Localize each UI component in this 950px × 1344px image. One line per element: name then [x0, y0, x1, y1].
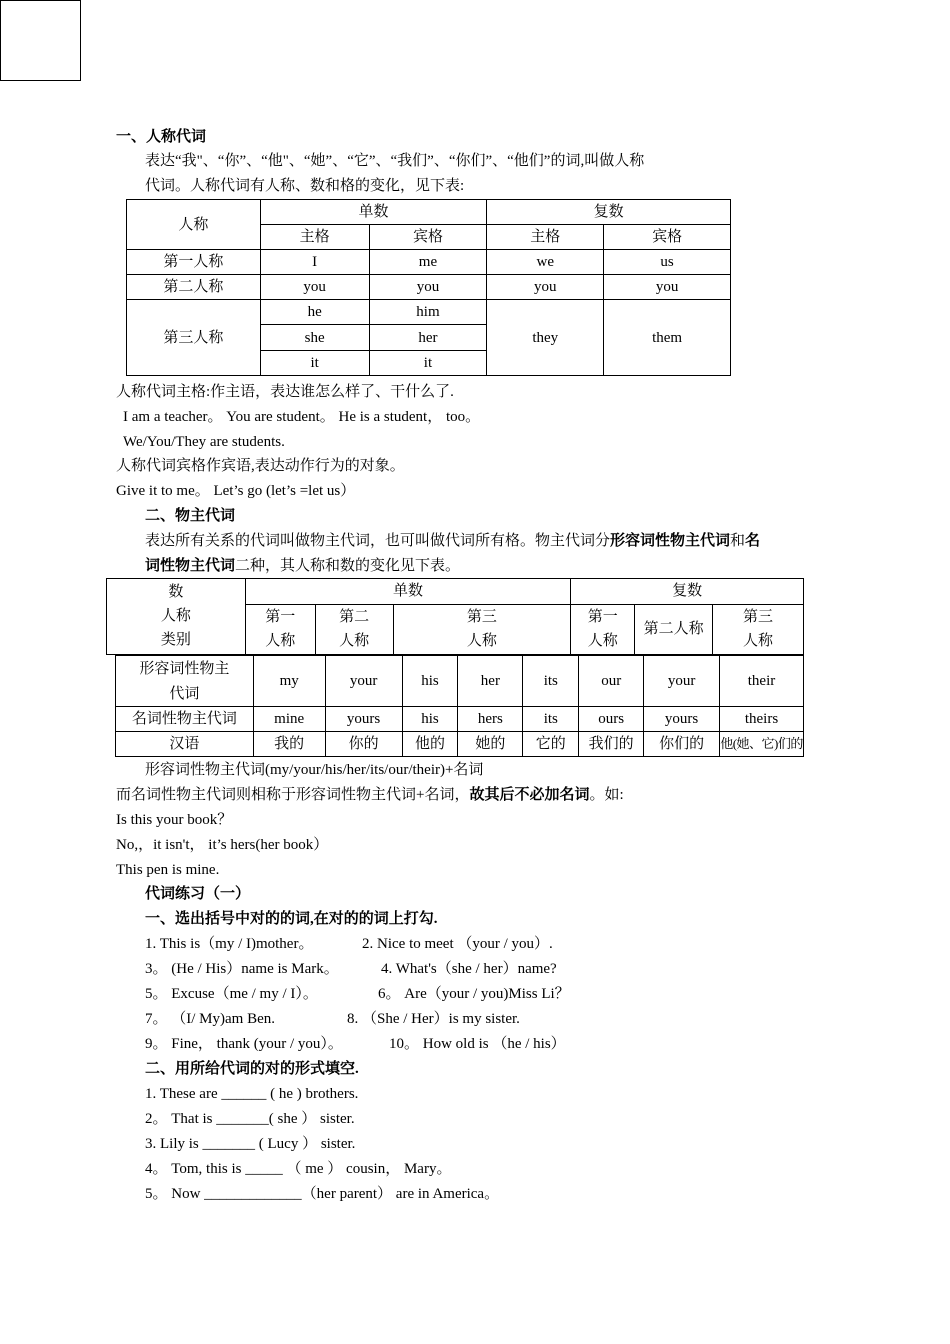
- header-objective: 宾格: [369, 225, 487, 250]
- table-cell: theirs: [720, 707, 804, 732]
- question-item: 7。 （I/ My)am Ben.: [145, 1011, 275, 1027]
- table-cell: 我们的: [579, 732, 644, 757]
- table-cell: 它的: [523, 732, 579, 757]
- table-cell: it: [260, 351, 369, 376]
- header-subjective: 主格: [260, 225, 369, 250]
- header-plural-first-person: 第一 人称: [571, 605, 635, 655]
- table-cell: your: [325, 656, 402, 707]
- example-line: Give it to me。 Let’s go (let’s =let us）: [116, 483, 356, 499]
- exercise-part1-heading: 一、选出括号中对的的词,在对的的词上打勾.: [145, 911, 438, 927]
- table-cell: mine: [253, 707, 325, 732]
- section2-intro-line1: 表达所有关系的代词叫做物主代词，也可叫做代词所有格。物主代词分形容词性物主代词和名: [145, 533, 761, 549]
- table-cell: 你们的: [644, 732, 720, 757]
- section1-intro-line2: 代词。人称代词有人称、数和格的变化，见下表:: [145, 178, 465, 194]
- fill-in-item: 5。 Now _____________（her parent） are in America。: [145, 1186, 500, 1202]
- table-cell: him: [369, 300, 487, 325]
- section2-intro-line2: 词性物主代词二种，其人称和数的变化见下表。: [145, 558, 461, 574]
- example-line: This pen is mine.: [116, 862, 220, 878]
- example-line: We/You/They are students.: [123, 434, 285, 450]
- table-cell: you: [260, 275, 369, 300]
- table-cell: his: [402, 707, 458, 732]
- table-cell: our: [579, 656, 644, 707]
- question-item: 9。 Fine， thank (your / you）。: [145, 1036, 343, 1052]
- table-cell: me: [369, 250, 487, 275]
- fill-in-item: 2。 That is _______( she ） sister.: [145, 1111, 355, 1127]
- note-objective: 人称代词宾格作宾语,表达动作行为的对象。: [116, 458, 405, 474]
- exercise-part2-heading: 二、用所给代词的对的形式填空.: [145, 1061, 359, 1077]
- row-label: 第一人称: [127, 250, 261, 275]
- table-cell: 我的: [253, 732, 325, 757]
- header-subjective: 主格: [487, 225, 604, 250]
- table-cell: her: [369, 325, 487, 351]
- row-label: 形容词性物主 代词: [116, 656, 254, 707]
- header-plural: 复数: [571, 579, 804, 605]
- header-singular: 单数: [245, 579, 571, 605]
- table-cell: yours: [644, 707, 720, 732]
- table-cell: 她的: [458, 732, 523, 757]
- table-cell: I: [260, 250, 369, 275]
- header-singular: 单数: [260, 200, 487, 225]
- corner-box: [0, 0, 81, 81]
- table-cell: 他的: [402, 732, 458, 757]
- row-label: 汉语: [116, 732, 254, 757]
- question-item: 5。 Excuse（me / my / I）。: [145, 986, 318, 1002]
- table-cell: hers: [458, 707, 523, 732]
- question-item: 2. Nice to meet （your / you）.: [362, 936, 553, 952]
- table-cell: yours: [325, 707, 402, 732]
- possessive-table-body: [115, 655, 804, 757]
- header-first-person: 第一 人称: [245, 605, 315, 655]
- table-cell: you: [487, 275, 604, 300]
- table-cell: you: [604, 275, 731, 300]
- table-cell: their: [720, 656, 804, 707]
- section1-heading: 一、人称代词: [116, 129, 207, 145]
- possessive-table-header: [106, 578, 804, 655]
- table-cell: its: [523, 656, 579, 707]
- header-person: 人称: [127, 200, 261, 250]
- fill-in-item: 4。 Tom, this is _____ （ me ） cousin， Mary。: [145, 1161, 452, 1177]
- fill-in-item: 1. These are ______ ( he ) brothers.: [145, 1086, 359, 1102]
- table-cell: we: [487, 250, 604, 275]
- question-item: 1. This is（my / I)mother。: [145, 936, 314, 952]
- question-item: 4. What's（she / her）name?: [381, 961, 557, 977]
- personal-pronoun-table: [126, 199, 731, 376]
- table-cell: ours: [579, 707, 644, 732]
- question-item: 3。 (He / His）name is Mark。: [145, 961, 339, 977]
- header-plural-third-person: 第三 人称: [713, 605, 804, 655]
- example-line: No,，it isn't， it’s hers(her book）: [116, 837, 329, 853]
- table-cell: her: [458, 656, 523, 707]
- table-cell: 他(她、它)们的: [720, 732, 804, 757]
- section2-heading: 二、物主代词: [145, 508, 236, 524]
- example-line: I am a teacher。 You are student。 He is a student， too。: [123, 409, 481, 425]
- note-noun-possessive: 而名词性物主代词则相称于形容词性物主代词+名词，故其后不必加名词。如:: [116, 787, 624, 803]
- table-cell: he: [260, 300, 369, 325]
- header-third-person: 第三 人称: [393, 605, 571, 655]
- table-cell: his: [402, 656, 458, 707]
- table-cell: us: [604, 250, 731, 275]
- table-cell: your: [644, 656, 720, 707]
- row-label: 名词性物主代词: [116, 707, 254, 732]
- note-subjective: 人称代词主格:作主语，表达谁怎么样了、干什么了.: [116, 384, 454, 400]
- section1-intro-line1: 表达“我"、“你”、“他"、“她”、“它”、“我们”、“你们”、“他们”的词,叫做人称: [145, 153, 645, 169]
- table-cell: 你的: [325, 732, 402, 757]
- table-cell: its: [523, 707, 579, 732]
- header-objective: 宾格: [604, 225, 731, 250]
- note-adjective-possessive: 形容词性物主代词(my/your/his/her/its/our/their)+名词: [145, 762, 484, 778]
- question-item: 10。 How old is （he / his）: [389, 1036, 566, 1052]
- header-second-person: 第二 人称: [315, 605, 393, 655]
- table-cell: it: [369, 351, 487, 376]
- table-cell: you: [369, 275, 487, 300]
- table-cell: them: [604, 300, 731, 376]
- fill-in-item: 3. Lily is _______ ( Lucy ） sister.: [145, 1136, 356, 1152]
- row-label: 第二人称: [127, 275, 261, 300]
- header-corner: 数 人称 类别: [107, 579, 246, 655]
- exercise-title: 代词练习（一）: [145, 886, 251, 902]
- example-line: Is this your book？: [116, 812, 233, 828]
- question-item: 8. （She / Her）is my sister.: [347, 1011, 520, 1027]
- header-plural-second-person: 第二人称: [635, 605, 713, 655]
- row-label: 第三人称: [127, 300, 261, 376]
- header-plural: 复数: [487, 200, 731, 225]
- table-cell: my: [253, 656, 325, 707]
- table-cell: they: [487, 300, 604, 376]
- question-item: 6。 Are（your / you)Miss Li？: [378, 986, 570, 1002]
- table-cell: she: [260, 325, 369, 351]
